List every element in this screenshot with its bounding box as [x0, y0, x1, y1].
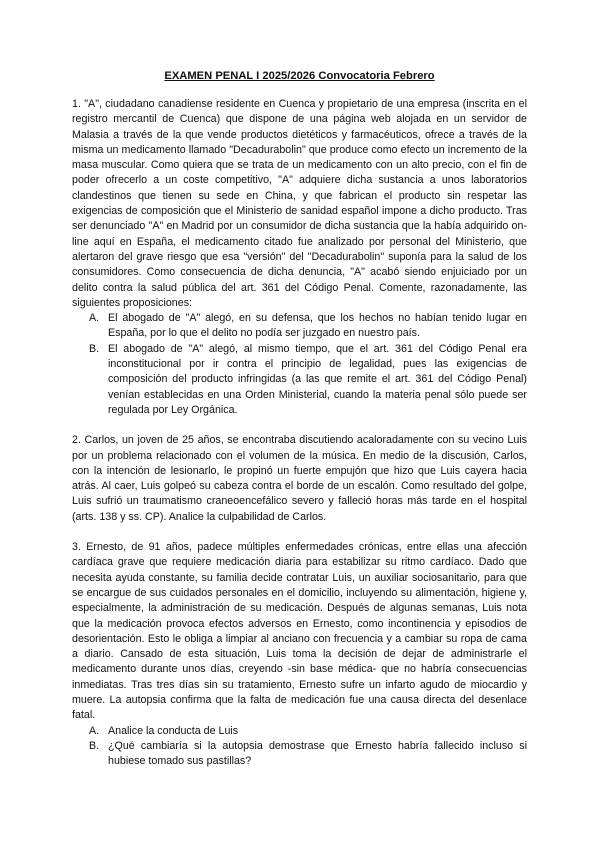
question-3-text: 3. Ernesto, de 91 años, padece múltiples enfermedades crónicas, entre ellas una afección cardíaca grave que requiere medicación diaria para estabilizar su ritmo cardíaco. Dado que necesita ayuda constante, su familia decide contratar Luis, un auxiliar sociosanitario, para que se encargue de sus cuidados personales en el domicilio, incluyendo su alimentación, higiene y, especialmente, la administración de su medicación. Después de algunas semanas, Luis nota que la medicación provoca efectos adversos en Ernesto, como incontinencia y episodios de desorientación. Esto le obliga a limpiar al anciano con frecuencia y a cambiar su ropa de cama a diario. Cansado de esta situación, Luis toma la decisión de dejar de administrarle el medicamento durante unos días, creyendo -sin base médica- que no habría consecuencias inmediatas. Tras tres días sin su tratamiento, Ernesto sufre un infarto agudo de miocardio y muere. La autopsia confirma que la falta de medicación fue una causa directa del desenlace fatal.	[72, 541, 527, 722]
option-label: A.	[89, 312, 100, 325]
question-1-option-a	[72, 311, 527, 342]
exam-title: EXAMEN PENAL I 2025/2026 Convocatoria Febrero	[164, 70, 435, 82]
option-label: A.	[89, 724, 100, 737]
question-3-options	[72, 724, 527, 770]
question-1-options	[72, 311, 527, 418]
question-1-text: 1. "A", ciudadano canadiense residente en Cuenca y propietario de una empresa (inscrita en el registro mercantil de Cuenca) que dispone de una página web alojada en un servidor de Malasia a través de la que vende productos dietéticos y farmacéuticos, ofrece a través de la misma un medicamento llamado "Decadurabolin" que produce como efecto un incremento de la masa muscular. Como quiera que se trata de un medicamento con un alto precio, con el fin de poder ofrecerlo a un coste competitivo, "A" adquiere dicha sustancia a unos laboratorios clandestinos que tienen su sede en China, y que fabrican el producto sin respetar las exigencias de composición que el Ministerio de sanidad español impone a dicho producto. Tras ser denunciado "A" en Madrid por un consumidor de dicha sustancia que la había adquirido on-line aquí en España, el medicamento citado fue analizado por personal del Ministerio, que alertaron del grave riesgo que esa "versión" del "Decadurabolin" suponía para la salud de los consumidores. Como consecuencia de dicha denuncia, "A" acabó siendo enjuiciado por un delito contra la salud pública del art. 361 del Código Penal. Comente, razonadamente, las siguientes proposiciones:	[72, 98, 527, 309]
spacer	[72, 525, 527, 540]
option-label: B.	[89, 342, 100, 355]
option-text: El abogado de "A" alegó, en su defensa, que los hechos no habían tenido lugar en España, por lo que el delito no podía ser juzgado en nuestro país.	[108, 312, 527, 340]
question-2	[72, 433, 527, 525]
question-3-option-b	[72, 739, 527, 770]
question-3	[72, 540, 527, 769]
question-1	[72, 97, 527, 418]
option-text: Analice la conducta de Luis	[108, 724, 239, 737]
question-2-text: 2. Carlos, un joven de 25 años, se encontraba discutiendo acaloradamente con su vecino Luis por un problema relacionado con el volumen de la música. En medio de la discusión, Carlos, con la intención de lesionarlo, le propinó un fuerte empujón que hizo que Luis cayera hacia atrás. Al caer, Luis golpeó su cabeza contra el borde de un escalón. Como resultado del golpe, Luis sufrió un traumatismo craneoencefálico severo y falleció horas más tarde en el hospital (arts. 138 y ss. CP). Analice la culpabilidad de Carlos.	[72, 434, 527, 523]
option-label: B.	[89, 739, 100, 752]
spacer	[72, 418, 527, 433]
question-3-option-a	[72, 724, 527, 739]
exam-page	[72, 70, 527, 769]
question-1-option-b	[72, 342, 527, 418]
option-text: El abogado de "A" alegó, al mismo tiempo, que el art. 361 del Código Penal era inconstitucional por ir contra el principio de legalidad, pues las exigencias de composición del producto infringidas (a las que remite el art. 361 del Código Penal) venían establecidas en una Orden Ministerial, cuando la materia penal sólo puede ser regulada por Ley Orgánica.	[108, 342, 527, 416]
option-text: ¿Qué cambiaría si la autopsia demostrase que Ernesto habría fallecido incluso si hubiese tomado sus pastillas?	[108, 739, 527, 768]
